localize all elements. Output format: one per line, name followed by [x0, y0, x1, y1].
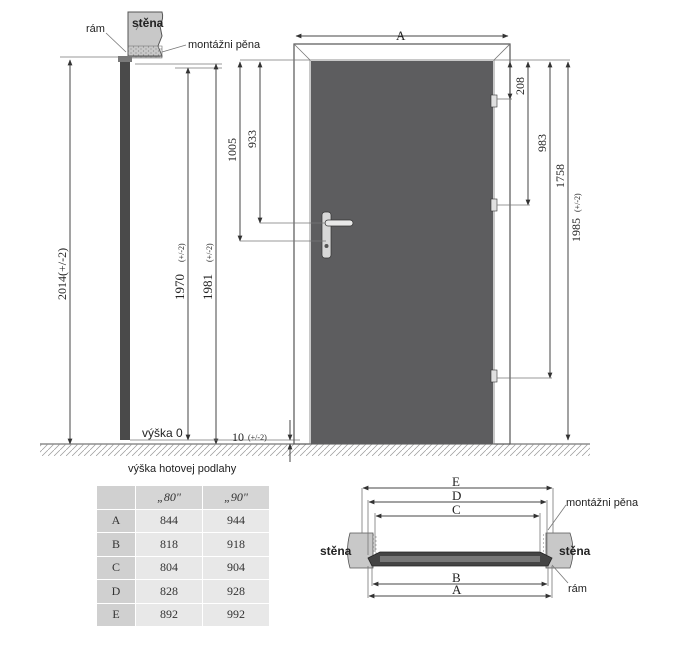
- dim-label-1970-tol: (+/-2): [177, 243, 186, 262]
- dim-label-933: 933: [245, 130, 259, 148]
- table-row-key: A: [97, 509, 136, 533]
- plan-frame-label: rám: [568, 583, 587, 595]
- table-row-key: E: [97, 603, 136, 627]
- door-handle-plate: [322, 212, 331, 258]
- hinge-bottom: [491, 370, 497, 382]
- table-cell-80: 828: [136, 580, 203, 604]
- table-corner-cell: [97, 486, 136, 510]
- plan-dim-label-b: B: [452, 570, 461, 585]
- table-cell-90: 918: [203, 533, 270, 557]
- table-header-80: „80": [136, 486, 203, 510]
- plan-foam-label: montážni pěna: [566, 497, 639, 509]
- side-foam-strip: [128, 46, 162, 58]
- table-header-90: „90": [203, 486, 270, 510]
- plan-door-leaf: [380, 556, 540, 562]
- plan-dim-label-a: A: [452, 582, 462, 597]
- door-handle-lever: [325, 220, 353, 226]
- table-row-key: B: [97, 533, 136, 557]
- dimension-table: [96, 485, 270, 627]
- side-frame-label: rám: [86, 23, 105, 35]
- table-cell-80: 804: [136, 556, 203, 580]
- table-cell-90: 944: [203, 509, 270, 533]
- table-row: [97, 580, 270, 604]
- plan-wall-right-label: stěna: [559, 544, 591, 558]
- front-view: [240, 36, 570, 444]
- frame-corner-tr: [494, 44, 510, 60]
- plan-dim-label-d: D: [452, 488, 462, 503]
- dim-label-1758: 1758: [553, 164, 567, 188]
- dim-label-width-a: A: [396, 28, 406, 43]
- dim-label-1005: 1005: [225, 138, 239, 162]
- side-foam-label: montážni pěna: [188, 39, 261, 51]
- dim-label-1970: 1970: [172, 274, 187, 300]
- dim-label-1985-tol: (+/-2): [573, 193, 582, 212]
- table-cell-80: 892: [136, 603, 203, 627]
- side-wall-label: stěna: [132, 16, 164, 30]
- dim-label-gap-tol: (+/-2): [248, 433, 267, 442]
- side-foam-leader: [162, 45, 186, 52]
- plan-dim-label-c: C: [452, 502, 461, 517]
- dim-label-2014: 2014(+/-2): [55, 247, 69, 300]
- table-row: [97, 533, 270, 557]
- table-cell-90: 928: [203, 580, 270, 604]
- table-row: [97, 509, 270, 533]
- table-header-row: [97, 486, 270, 510]
- table-cell-90: 904: [203, 556, 270, 580]
- door-leaf: [311, 61, 493, 444]
- hinge-middle: [491, 199, 497, 211]
- level-zero-label: výška 0: [142, 426, 183, 440]
- table-cell-80: 818: [136, 533, 203, 557]
- door-handle-keyhole: [325, 244, 329, 248]
- dim-label-208: 208: [513, 77, 527, 95]
- floor-hatch: [40, 444, 590, 456]
- plan-wall-left-label: stěna: [320, 544, 352, 558]
- dim-label-983: 983: [535, 134, 549, 152]
- table-row-key: D: [97, 580, 136, 604]
- hinge-top: [491, 95, 497, 107]
- floor-label: výška hotovej podlahy: [128, 463, 237, 475]
- side-frame-leader: [106, 33, 126, 52]
- table-row: [97, 603, 270, 627]
- dim-label-1981: 1981: [200, 274, 215, 300]
- dim-label-1985: 1985: [569, 218, 583, 242]
- side-frame-bar: [120, 58, 130, 440]
- table-row-key: C: [97, 556, 136, 580]
- plan-foam-right: [542, 534, 546, 554]
- dim-label-gap: 10: [232, 430, 244, 444]
- table-cell-80: 844: [136, 509, 203, 533]
- frame-corner-tl: [294, 44, 310, 60]
- plan-foam-leader: [548, 505, 566, 530]
- dim-label-1981-tol: (+/-2): [205, 243, 214, 262]
- plan-dim-label-e: E: [452, 474, 460, 489]
- table-row: [97, 556, 270, 580]
- table-cell-90: 992: [203, 603, 270, 627]
